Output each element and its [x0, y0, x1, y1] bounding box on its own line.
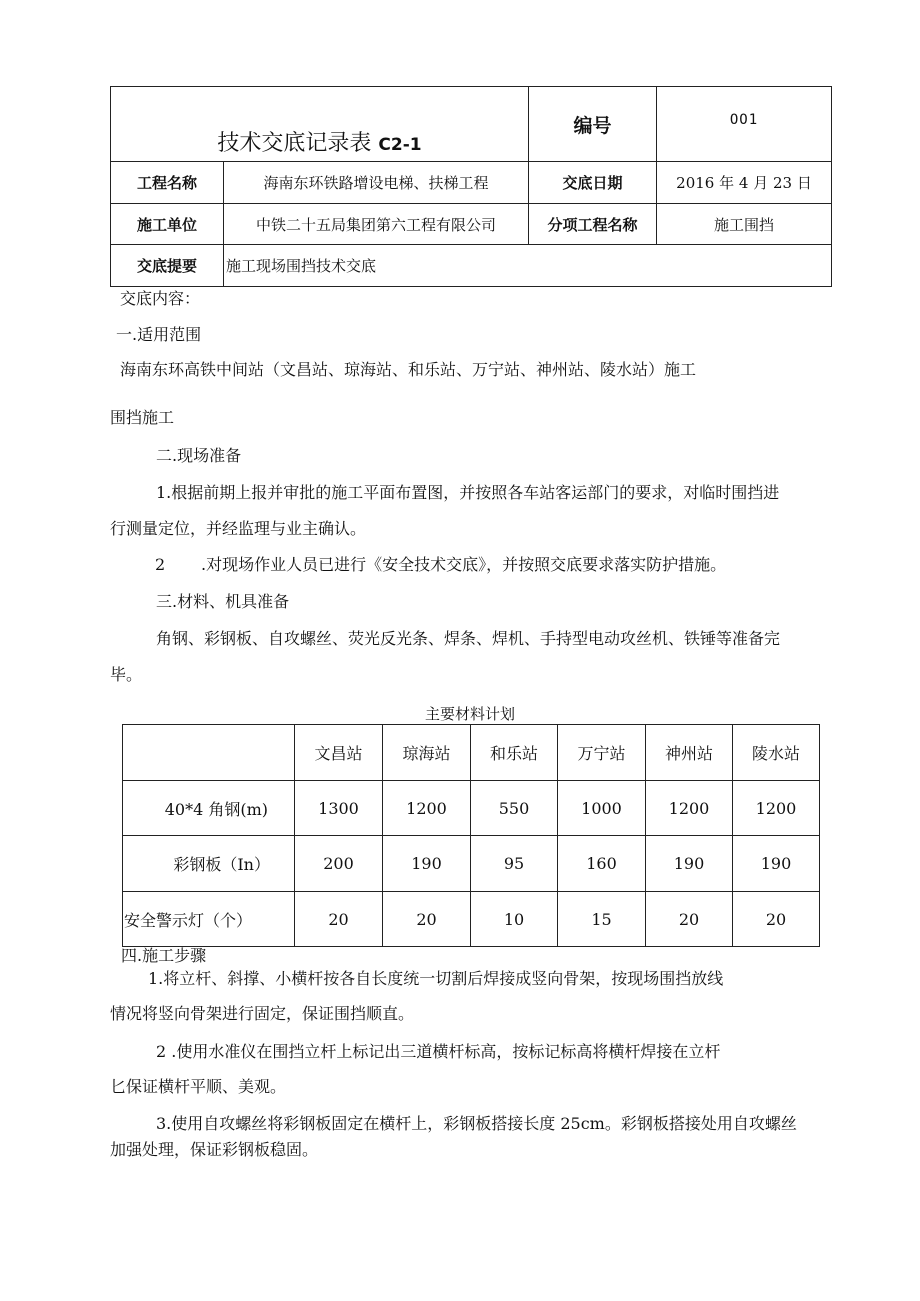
materials-corner-cell: [123, 725, 295, 781]
materials-caption: 主要材料计划: [425, 705, 516, 723]
materials-header-row: [123, 725, 820, 781]
section-4-item1-line2: 情况将竖向骨架进行固定，保证围挡顺直。: [110, 1004, 415, 1023]
row-label: 彩钢板（In）: [123, 836, 295, 892]
section-1-title: 一.适用范围: [116, 325, 202, 344]
document-title-cell: [111, 87, 529, 162]
section-4-item3-line2: 加强处理，保证彩钢板稳固。: [110, 1140, 319, 1159]
row-label: 安全警示灯（个）: [123, 892, 295, 947]
table-row: [123, 892, 820, 947]
code-label: 编号: [529, 87, 657, 162]
project-name-label: 工程名称: [111, 162, 224, 204]
section-2-item2-number: 2: [155, 555, 166, 574]
table-cell: 20: [295, 892, 383, 947]
document-title-suffix: C2-1: [378, 135, 422, 155]
table-cell: 1200: [383, 781, 471, 836]
table-cell: 200: [295, 836, 383, 892]
materials-table: [122, 724, 820, 947]
table-cell: 1000: [558, 781, 646, 836]
table-cell: 20: [383, 892, 471, 947]
content-heading: 交底内容：: [120, 289, 201, 308]
section-2-title: 二.现场准备: [156, 446, 242, 465]
table-row: [123, 781, 820, 836]
section-2-item1-line1: 1.根据前期上报并审批的施工平面布置图，并按照各车站客运部门的要求，对临时围挡进: [156, 483, 780, 502]
section-3-line2: 毕。: [110, 665, 143, 684]
section-3-title: 三.材料、机具准备: [156, 592, 290, 611]
section-4-item2-line1: 2 .使用水准仪在围挡立杆上标记出三道横杆标高，按标记标高将横杆焊接在立杆: [156, 1042, 721, 1061]
section-4-item3-line1: 3.使用自攻螺丝将彩钢板固定在横杆上，彩钢板搭接长度 25cm。彩钢板搭接处用自攻螺丝: [156, 1114, 797, 1133]
column-header: 神州站: [646, 725, 733, 781]
table-cell: 1200: [646, 781, 733, 836]
document-title: 技术交底记录表: [217, 131, 372, 156]
section-1-text-line1: 海南东环高铁中间站（文昌站、琼海站、和乐站、万宁站、神州站、陵水站）施工: [120, 360, 697, 379]
section-4-item2-line2: 匕保证横杆平顺、美观。: [110, 1077, 287, 1096]
project-name-value: 海南东环铁路增设电梯、扶梯工程: [224, 162, 529, 204]
table-cell: 190: [733, 836, 820, 892]
record-header-table: [110, 86, 832, 287]
table-cell: 190: [383, 836, 471, 892]
table-cell: 1300: [295, 781, 383, 836]
table-cell: 20: [733, 892, 820, 947]
section-2-item1-line2: 行测量定位，并经监理与业主确认。: [110, 519, 367, 538]
subproject-label: 分项工程名称: [529, 204, 657, 245]
code-value: OO1: [657, 87, 832, 162]
table-cell: 95: [471, 836, 558, 892]
table-cell: 10: [471, 892, 558, 947]
section-1-text-line2: 围挡施工: [110, 408, 175, 427]
table-row: [123, 836, 820, 892]
table-cell: 550: [471, 781, 558, 836]
table-cell: 190: [646, 836, 733, 892]
column-header: 万宁站: [558, 725, 646, 781]
contractor-value: 中铁二十五局集团第六工程有限公司: [224, 204, 529, 245]
section-4-item1-line1: 1.将立杆、斜撑、小横杆按各自长度统一切割后焊接成竖向骨架，按现场围挡放线: [148, 969, 724, 988]
summary-label: 交底提要: [111, 245, 224, 287]
column-header: 和乐站: [471, 725, 558, 781]
row-label: 40*4 角钢(m): [123, 781, 295, 836]
date-value: 2016 年 4 月 23 日: [657, 162, 832, 204]
contractor-label: 施工单位: [111, 204, 224, 245]
section-4-title: 四.施工步骤: [121, 946, 207, 965]
column-header: 陵水站: [733, 725, 820, 781]
summary-value: 施工现场围挡技术交底: [224, 245, 832, 287]
date-label: 交底日期: [529, 162, 657, 204]
section-2-item2-text: .对现场作业人员已进行《安全技术交底》，并按照交底要求落实防护措施。: [201, 555, 727, 574]
column-header: 文昌站: [295, 725, 383, 781]
table-cell: 15: [558, 892, 646, 947]
column-header: 琼海站: [383, 725, 471, 781]
section-3-line1: 角钢、彩钢板、自攻螺丝、荧光反光条、焊条、焊机、手持型电动攻丝机、铁锤等准备完: [156, 629, 781, 648]
table-cell: 1200: [733, 781, 820, 836]
subproject-value: 施工围挡: [657, 204, 832, 245]
table-cell: 160: [558, 836, 646, 892]
table-cell: 20: [646, 892, 733, 947]
